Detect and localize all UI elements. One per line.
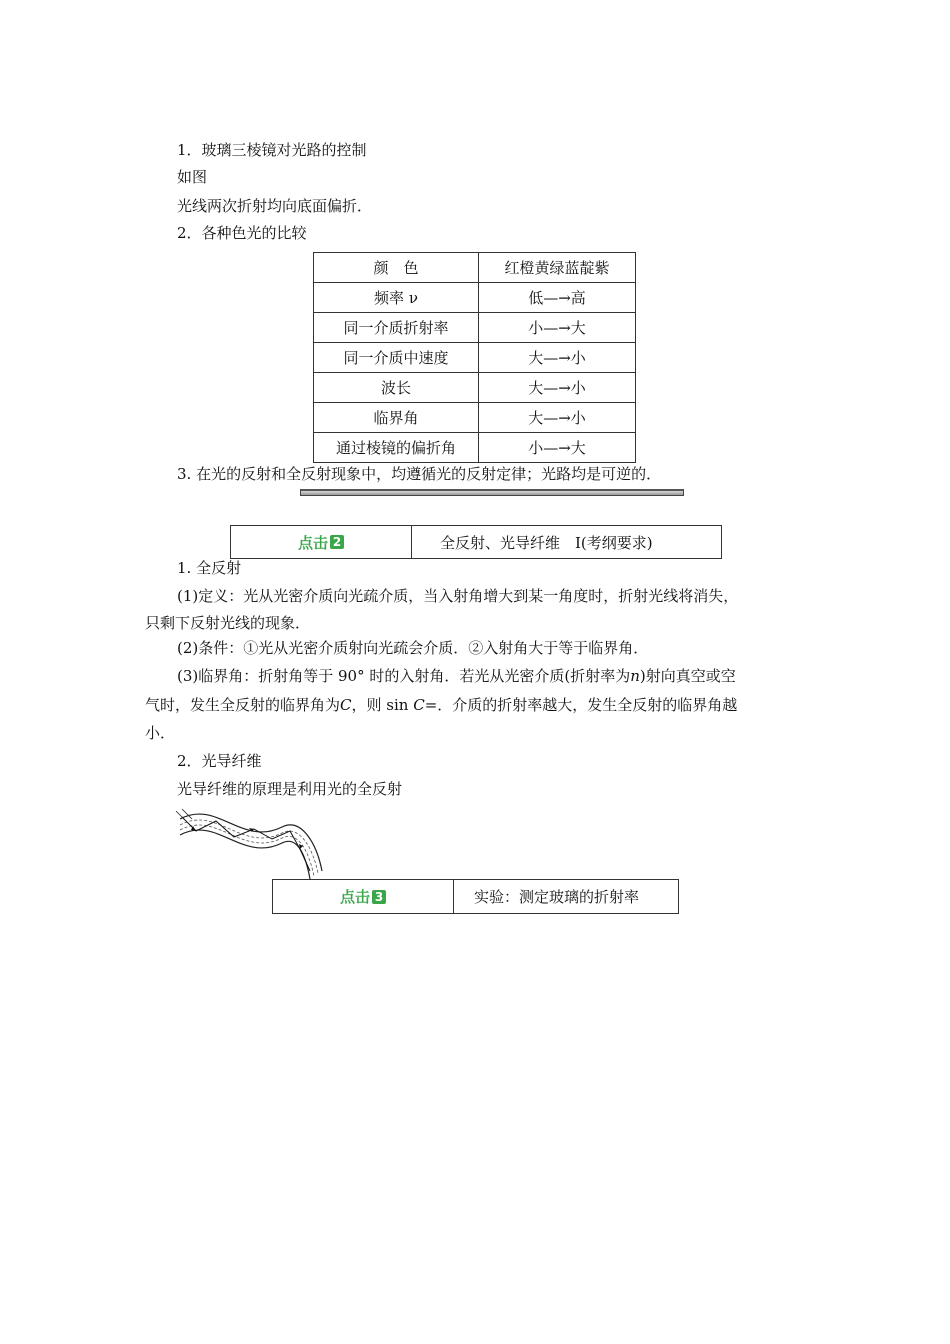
tag-label: 点击 (339, 888, 370, 906)
text-segment: )射向真空或空 (639, 667, 736, 685)
table-cell: 同一介质折射率 (314, 313, 479, 343)
table-cell: 红橙黄绿蓝靛紫 (479, 253, 636, 283)
prism-text: 光线两次折射均向底面偏折． (177, 197, 373, 215)
text-segment: 气时，发生全反射的临界角为 (145, 696, 341, 714)
text-segment: =．介质的折射率越大，发生全反射的临界角越 (424, 696, 738, 714)
tir-heading: 1. 全反射 (177, 559, 242, 577)
text-segment: ，则 sin (351, 696, 409, 714)
table-cell: 通过棱镜的偏折角 (314, 433, 479, 463)
table-cell: 频率 ν (314, 283, 479, 313)
tag-number-icon: 2 (330, 535, 344, 549)
fiber-heading: 2．光导纤维 (177, 752, 262, 770)
table-cell: 波长 (314, 373, 479, 403)
table-row (314, 403, 636, 433)
tir-definition-line2: 只剩下反射光线的现象． (145, 614, 311, 632)
figure-reference: 如图 (177, 168, 208, 186)
table-row (314, 343, 636, 373)
prism-heading: 1．玻璃三棱镜对光路的控制 (177, 141, 367, 159)
table-row (314, 253, 636, 283)
table-cell: 临界角 (314, 403, 479, 433)
tir-condition: (2)条件：①光从光密介质射向光疏会介质．②入射角大于等于临界角． (177, 639, 649, 657)
table-cell: 颜 色 (314, 253, 479, 283)
table-row (314, 373, 636, 403)
table-cell: 大—→小 (479, 373, 636, 403)
variable-n: n (630, 667, 640, 685)
table-row (314, 313, 636, 343)
table-cell: 小—→大 (479, 433, 636, 463)
tir-critical-angle-line3: 小． (145, 724, 176, 742)
tir-definition-line1: (1)定义：光从光密介质向光疏介质，当入射角增大到某一角度时，折射光线将消失， (177, 587, 739, 605)
banner-title: 实验：测定玻璃的折射率 (474, 888, 640, 906)
banner-title: 全反射、光导纤维 Ⅰ(考纲要求) (440, 533, 653, 552)
tag-number-icon: 3 (372, 890, 386, 904)
table-cell: 低—→高 (479, 283, 636, 313)
color-comparison-table (313, 252, 636, 463)
tir-critical-angle-line2 (145, 691, 807, 719)
table-row (314, 433, 636, 463)
reversibility-note: 3. 在光的反射和全反射现象中，均遵循光的反射定律；光路均是可逆的． (177, 465, 662, 483)
table-cell: 同一介质中速度 (314, 343, 479, 373)
variable-c: C (340, 696, 352, 714)
optical-fiber-diagram (172, 805, 332, 883)
table-cell: 大—→小 (479, 343, 636, 373)
banner-tag (273, 880, 454, 913)
table-cell: 大—→小 (479, 403, 636, 433)
text-segment: (3)临界角：折射角等于 90° 时的入射角．若光从光密介质(折射率为 (177, 667, 631, 685)
color-comparison-heading: 2．各种色光的比较 (177, 224, 307, 242)
tag-label: 点击 (297, 533, 328, 552)
table-row (314, 283, 636, 313)
tir-critical-angle-line1 (177, 662, 839, 690)
section-divider (300, 489, 684, 496)
section-banner-3 (272, 879, 679, 914)
table-cell: 小—→大 (479, 313, 636, 343)
variable-c: C (413, 696, 425, 714)
fiber-text: 光导纤维的原理是利用光的全反射 (177, 780, 403, 798)
